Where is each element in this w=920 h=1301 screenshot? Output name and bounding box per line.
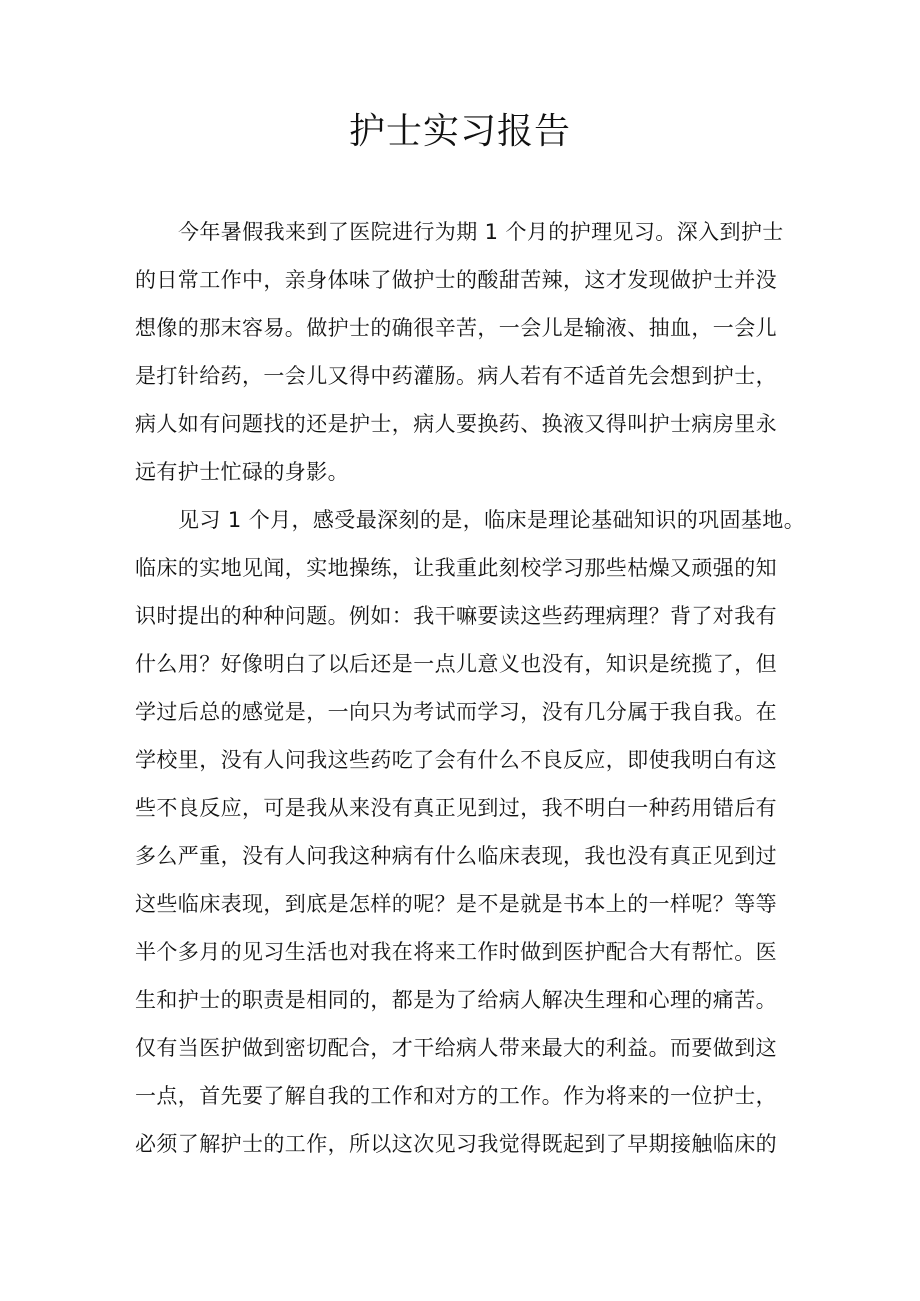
- paragraph-line: 病人如有问题找的还是护士，病人要换药、换液又得叫护士病房里永: [135, 412, 777, 436]
- paragraph-line: 一点，首先要了解自我的工作和对方的工作。作为将来的一位护士，: [135, 1084, 777, 1108]
- paragraph-line: 什么用？好像明白了以后还是一点儿意义也没有，知识是统揽了，但: [135, 652, 777, 676]
- document-body: [135, 208, 806, 1168]
- paragraph-line: 是打针给药，一会儿又得中药灌肠。病人若有不适首先会想到护士，: [135, 364, 777, 388]
- paragraph-line: 想像的那末容易。做护士的确很辛苦，一会儿是输液、抽血，一会儿: [135, 316, 777, 340]
- paragraph-line: 这些临床表现，到底是怎样的呢？是不是就是书本上的一样呢？等等: [135, 892, 777, 916]
- document-title: 护士实习报告: [348, 111, 571, 152]
- paragraph-line: 临床的实地见闻，实地操练，让我重此刻校学习那些枯燥又顽强的知: [135, 556, 777, 580]
- paragraph-line: 些不良反应，可是我从来没有真正见到过，我不明白一种药用错后有: [135, 796, 777, 820]
- paragraph-line: 识时提出的种种问题。例如：我干嘛要读这些药理病理？背了对我有: [135, 604, 777, 628]
- paragraph-line: 的日常工作中，亲身体味了做护士的酸甜苦辣，这才发现做护士并没: [135, 268, 777, 292]
- paragraph-line: 学过后总的感觉是，一向只为考试而学习，没有几分属于我自我。在: [135, 700, 777, 724]
- paragraph-line: 学校里，没有人问我这些药吃了会有什么不良反应，即使我明白有这: [135, 748, 777, 772]
- paragraph-line: 半个多月的见习生活也对我在将来工作时做到医护配合大有帮忙。医: [135, 940, 777, 964]
- paragraph-line: 多么严重，没有人问我这种病有什么临床表现，我也没有真正见到过: [135, 844, 777, 868]
- paragraph-line: 必须了解护士的工作，所以这次见习我觉得既起到了早期接触临床的: [135, 1132, 777, 1156]
- paragraph-line: 仅有当医护做到密切配合，才干给病人带来最大的利益。而要做到这: [135, 1036, 777, 1060]
- paragraph-line: 远有护士忙碌的身影。: [135, 460, 349, 484]
- paragraph-line: 今年暑假我来到了医院进行为期 1 个月的护理见习。深入到护士: [178, 220, 784, 244]
- paragraph-line: 生和护士的职责是相同的，都是为了给病人解决生理和心理的痛苦。: [135, 988, 777, 1012]
- paragraph-line: 见习 1 个月，感受最深刻的是，临床是理论基础知识的巩固基地。: [178, 508, 806, 532]
